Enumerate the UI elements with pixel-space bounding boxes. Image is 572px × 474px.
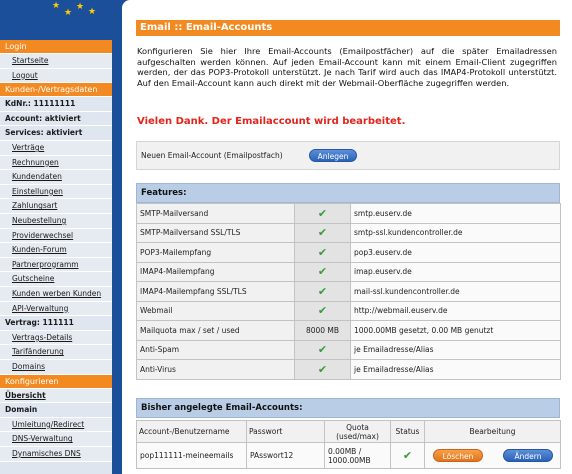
- sidebar-item-label: Vertrag: 111111: [5, 318, 74, 328]
- create-account-button[interactable]: Anlegen: [309, 149, 357, 162]
- intro-text: Konfigurieren Sie hier Ihre Email-Accounts (Emailpostfächer) auf die später Emailadressen aufgeschalten werden können. Auf jeden Email-Account kann mit einem Email-Client zugegriffen werden, der das POP3-Protokoll unterstützt. Je nach Tarif wird auch das IMAP4-Protokoll unterstützt. Auf den Email-Account kann auch direkt mit der Webmail-Oberfläche zugegriffen werden.: [137, 46, 557, 88]
- star-icon: ★: [88, 7, 97, 17]
- feature-value: je Emailadresse/Alias: [351, 340, 561, 360]
- sidebar-item-startseite[interactable]: [0, 54, 112, 69]
- main-content: [122, 0, 572, 474]
- new-account-row: [136, 141, 560, 170]
- sidebar-item-label: KdNr.: 11111111: [5, 99, 76, 109]
- sidebar-item-label: Dynamisches DNS: [12, 449, 81, 458]
- star-icon: ★: [52, 1, 61, 11]
- sidebar-item-label: Providerwechsel: [12, 230, 74, 240]
- sidebar-item-gutscheine[interactable]: [0, 272, 112, 287]
- sidebar-item-rechnungen[interactable]: [0, 156, 112, 171]
- new-account-label: Neuen Email-Account (Emailpostfach): [141, 151, 283, 160]
- account-status: [391, 443, 425, 469]
- status-message: Vielen Dank. Der Emailaccount wird bearbeitet.: [137, 116, 406, 127]
- delete-account-button[interactable]: Löschen: [433, 449, 483, 462]
- feature-value: smtp-ssl.kundencontroller.de: [351, 223, 561, 243]
- sidebar-item-kundendaten[interactable]: [0, 170, 112, 185]
- feature-availability: 8000 MB: [295, 321, 351, 341]
- feature-availability: [295, 223, 351, 243]
- check-icon: ✔: [317, 245, 328, 259]
- check-icon: ✔: [317, 304, 328, 318]
- feature-availability: [295, 262, 351, 282]
- feature-availability: [295, 243, 351, 263]
- check-icon: ✔: [317, 265, 328, 279]
- sidebar-item-label: Zahlungsart: [12, 201, 58, 211]
- sidebar-item-tarifaenderung[interactable]: [0, 345, 112, 360]
- sidebar-section-kunden-vertragsdaten: Kunden-/Vertragsdaten: [0, 83, 112, 97]
- sidebar-item-label: Startseite: [12, 56, 49, 65]
- feature-name: Webmail: [137, 301, 295, 321]
- feature-value: pop3.euserv.de: [351, 243, 561, 263]
- feature-row: [137, 243, 561, 263]
- sidebar-item-label: DNS-Verwaltung: [12, 434, 73, 444]
- sidebar-item-account-aktiviert: [0, 112, 112, 127]
- sidebar-item-label: Logout: [12, 70, 38, 80]
- sidebar-item-label: Domains: [12, 362, 46, 371]
- sidebar-item-label: Umleitung/Redirect: [12, 419, 85, 429]
- feature-name: POP3-Mailempfang: [137, 243, 295, 263]
- sidebar-section-konfigurieren: Konfigurieren: [0, 375, 112, 389]
- sidebar-item-label: Kundendaten: [12, 172, 62, 182]
- sidebar-item-dynamisches-dns[interactable]: [0, 447, 112, 462]
- feature-availability: [295, 360, 351, 380]
- check-icon: ✔: [317, 226, 328, 240]
- table-row: [137, 443, 561, 469]
- feature-name: Anti-Virus: [137, 360, 295, 380]
- sidebar-item-vertraege[interactable]: [0, 141, 112, 156]
- sidebar-item-providerwechsel[interactable]: [0, 229, 112, 244]
- edit-account-button[interactable]: Ändern: [503, 449, 553, 462]
- account-actions: [425, 443, 561, 469]
- feature-name: Mailquota max / set / used: [137, 321, 295, 341]
- gutter: [112, 0, 122, 474]
- feature-name: IMAP4-Mailempfang: [137, 262, 295, 282]
- feature-availability: [295, 340, 351, 360]
- sidebar-item-neubestellung[interactable]: [0, 214, 112, 229]
- feature-row: [137, 223, 561, 243]
- sidebar-item-zahlungsart[interactable]: [0, 199, 112, 214]
- sidebar-item-label: Vertrags-Details: [12, 332, 73, 342]
- feature-value: http://webmail.euserv.de: [351, 301, 561, 321]
- sidebar-item-einstellungen[interactable]: [0, 185, 112, 200]
- star-icon: ★: [64, 8, 73, 18]
- column-header-passwort: Passwort: [247, 421, 325, 443]
- feature-row: [137, 340, 561, 360]
- feature-name: IMAP4-Mailempfang SSL/TLS: [137, 282, 295, 302]
- sidebar-item-label: Neubestellung: [12, 216, 67, 225]
- sidebar-item-kdnr-11111111: [0, 97, 112, 112]
- sidebar-item-kunden-forum[interactable]: [0, 243, 112, 258]
- sidebar-item-umleitung-redirect[interactable]: [0, 418, 112, 433]
- sidebar-item-label: Rechnungen: [12, 157, 59, 167]
- sidebar-item-label: Kunden-Forum: [12, 245, 67, 255]
- feature-row: [137, 301, 561, 321]
- logo-band: [0, 0, 112, 40]
- feature-row: [137, 282, 561, 302]
- column-header-bearbeitung: Bearbeitung: [425, 421, 561, 443]
- feature-name: SMTP-Mailversand SSL/TLS: [137, 223, 295, 243]
- column-header-quota-used-max: Quota (used/max): [325, 421, 391, 443]
- sidebar-item-label: Kunden werben Kunden: [12, 289, 102, 298]
- column-header-status: Status: [391, 421, 425, 443]
- sidebar-item-kunden-werben-kunden[interactable]: [0, 287, 112, 302]
- check-icon: ✔: [317, 362, 328, 376]
- features-heading: Features:: [136, 183, 560, 203]
- feature-row: [137, 204, 561, 224]
- sidebar-item-logout[interactable]: [0, 69, 112, 84]
- sidebar-item-label: Verträge: [12, 143, 45, 152]
- sidebar-item-domains[interactable]: [0, 360, 112, 375]
- check-icon: ✔: [317, 284, 328, 298]
- feature-value: imap.euserv.de: [351, 262, 561, 282]
- sidebar-item-label: Partnerprogramm: [12, 259, 79, 269]
- accounts-table: [136, 420, 561, 469]
- sidebar-item-services-aktiviert: [0, 126, 112, 141]
- sidebar-item-vertrags-details[interactable]: [0, 331, 112, 346]
- sidebar-item-uebersicht[interactable]: [0, 389, 112, 404]
- feature-name: Anti-Spam: [137, 340, 295, 360]
- sidebar-item-vertrag-111111: [0, 316, 112, 331]
- sidebar-item-label: Account: aktiviert: [5, 113, 81, 123]
- sidebar-item-dns-verwaltung[interactable]: [0, 432, 112, 447]
- sidebar-section-login: Login: [0, 40, 112, 54]
- sidebar-item-label: Services: aktiviert: [5, 128, 83, 138]
- check-icon: ✔: [317, 206, 328, 220]
- feature-availability: [295, 301, 351, 321]
- account-password: PAsswort12: [247, 443, 325, 469]
- feature-value: 1000.00MB gesetzt, 0.00 MB genutzt: [351, 321, 561, 341]
- sidebar-item-label: Übersicht: [5, 390, 46, 400]
- column-header-account-benutzername: Account-/Benutzername: [137, 421, 247, 443]
- sidebar-item-label: Tarifänderung: [12, 347, 64, 357]
- feature-row: [137, 321, 561, 341]
- check-icon: ✔: [317, 343, 328, 357]
- sidebar-item-label: Gutscheine: [12, 274, 55, 284]
- feature-value: je Emailadresse/Alias: [351, 360, 561, 380]
- sidebar-item-api-verwaltung[interactable]: [0, 302, 112, 317]
- feature-value: smtp.euserv.de: [351, 204, 561, 224]
- account-name: pop111111-meineemails: [137, 443, 247, 469]
- feature-value: mail-ssl.kundencontroller.de: [351, 282, 561, 302]
- sidebar-item-label: Domain: [5, 405, 38, 415]
- page-title: Email :: Email-Accounts: [136, 20, 560, 36]
- feature-availability: [295, 282, 351, 302]
- account-quota: 0.00MB / 1000.00MB: [325, 443, 391, 469]
- accounts-header-row: [137, 421, 561, 443]
- left-sidebar: [0, 0, 112, 474]
- sidebar-item-partnerprogramm[interactable]: [0, 258, 112, 273]
- star-icon: ★: [76, 2, 85, 12]
- features-table: [136, 203, 561, 380]
- feature-row: [137, 262, 561, 282]
- sidebar-item-label: Einstellungen: [12, 186, 63, 196]
- check-icon: ✔: [402, 449, 413, 462]
- sidebar-item-label: API-Verwaltung: [12, 303, 69, 313]
- feature-name: SMTP-Mailversand: [137, 204, 295, 224]
- feature-availability: [295, 204, 351, 224]
- sidebar-item-domain: [0, 403, 112, 418]
- accounts-heading: Bisher angelegte Email-Accounts:: [136, 398, 560, 418]
- feature-row: [137, 360, 561, 380]
